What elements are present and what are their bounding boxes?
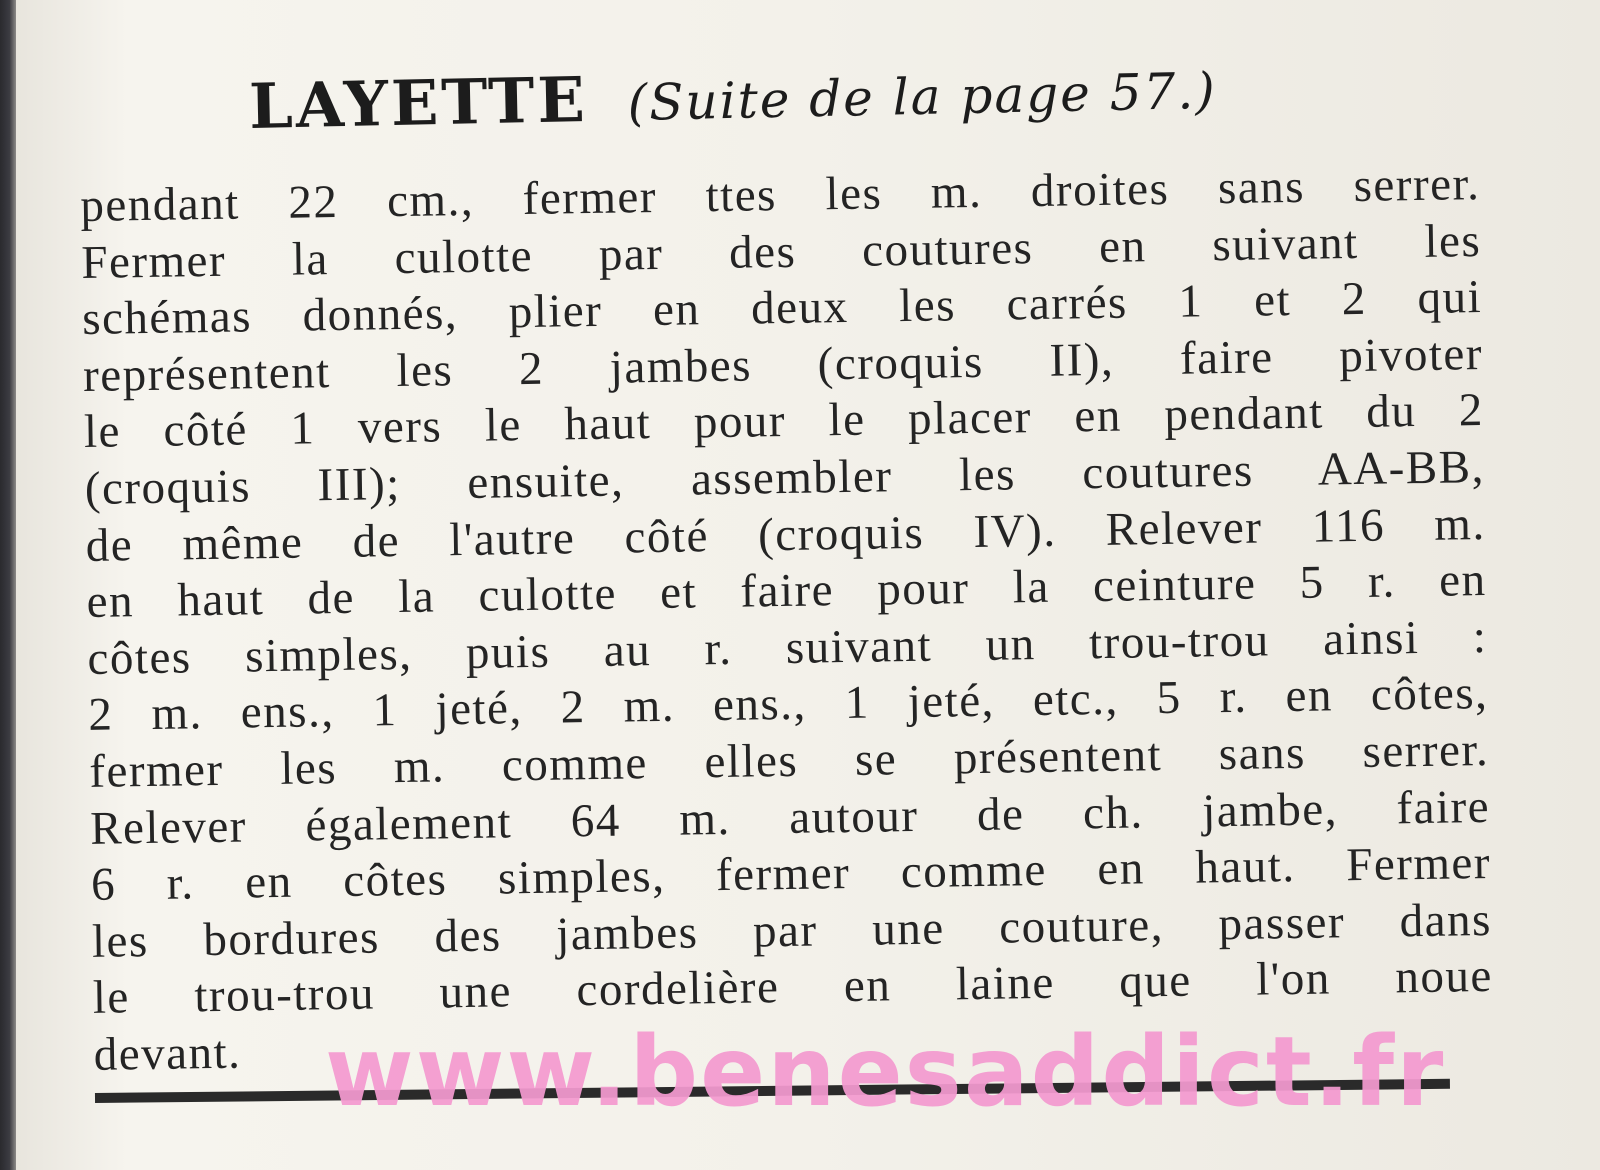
page-title: LAYETTE <box>248 62 589 144</box>
text-line: les bordures des jambes par une couture, passer dans <box>91 893 1493 968</box>
text-line: (croquis III); ensuite, assembler les coutures AA-BB, <box>84 440 1486 515</box>
text-line: fermer les m. comme elles se présentent sans serrer. <box>88 723 1490 798</box>
body-text <box>80 156 1494 1083</box>
text-line: devant. <box>93 1026 242 1081</box>
text-line: Relever également 64 m. autour de ch. jambe, faire <box>89 780 1491 855</box>
text-line: le côté 1 vers le haut pour le placer en pendant du 2 <box>83 384 1485 459</box>
text-line: schémas donnés, plier en deux les carrés 1 et 2 qui <box>81 271 1483 346</box>
text-line: de même de l'autre côté (croquis IV). Relever 116 m. <box>85 497 1487 572</box>
text-line: 2 m. ens., 1 jeté, 2 m. ens., 1 jeté, etc., 5 r. en côtes, <box>88 667 1489 742</box>
text-line: Fermer la culotte par des coutures en suivant les <box>80 214 1482 289</box>
text-line: 6 r. en côtes simples, fermer comme en haut. Fermer <box>90 837 1492 912</box>
text-line: le trou-trou une cordelière en laine que l'on noue <box>92 950 1494 1025</box>
text-line: en haut de la culotte et faire pour la ceinture 5 r. en <box>86 554 1487 629</box>
text-line: côtes simples, puis au r. suivant un trou-trou ainsi : <box>87 610 1488 685</box>
header <box>248 50 1217 143</box>
text-line: pendant 22 cm., fermer ttes les m. droites sans serrer. <box>80 158 1481 232</box>
watermark: www.benesaddict.fr <box>325 1016 1446 1128</box>
text-line: représentent les 2 jambes (croquis II), faire pivoter <box>82 327 1484 402</box>
page-subtitle: (Suite de la page 57.) <box>627 61 1218 133</box>
left-border <box>0 0 16 1170</box>
